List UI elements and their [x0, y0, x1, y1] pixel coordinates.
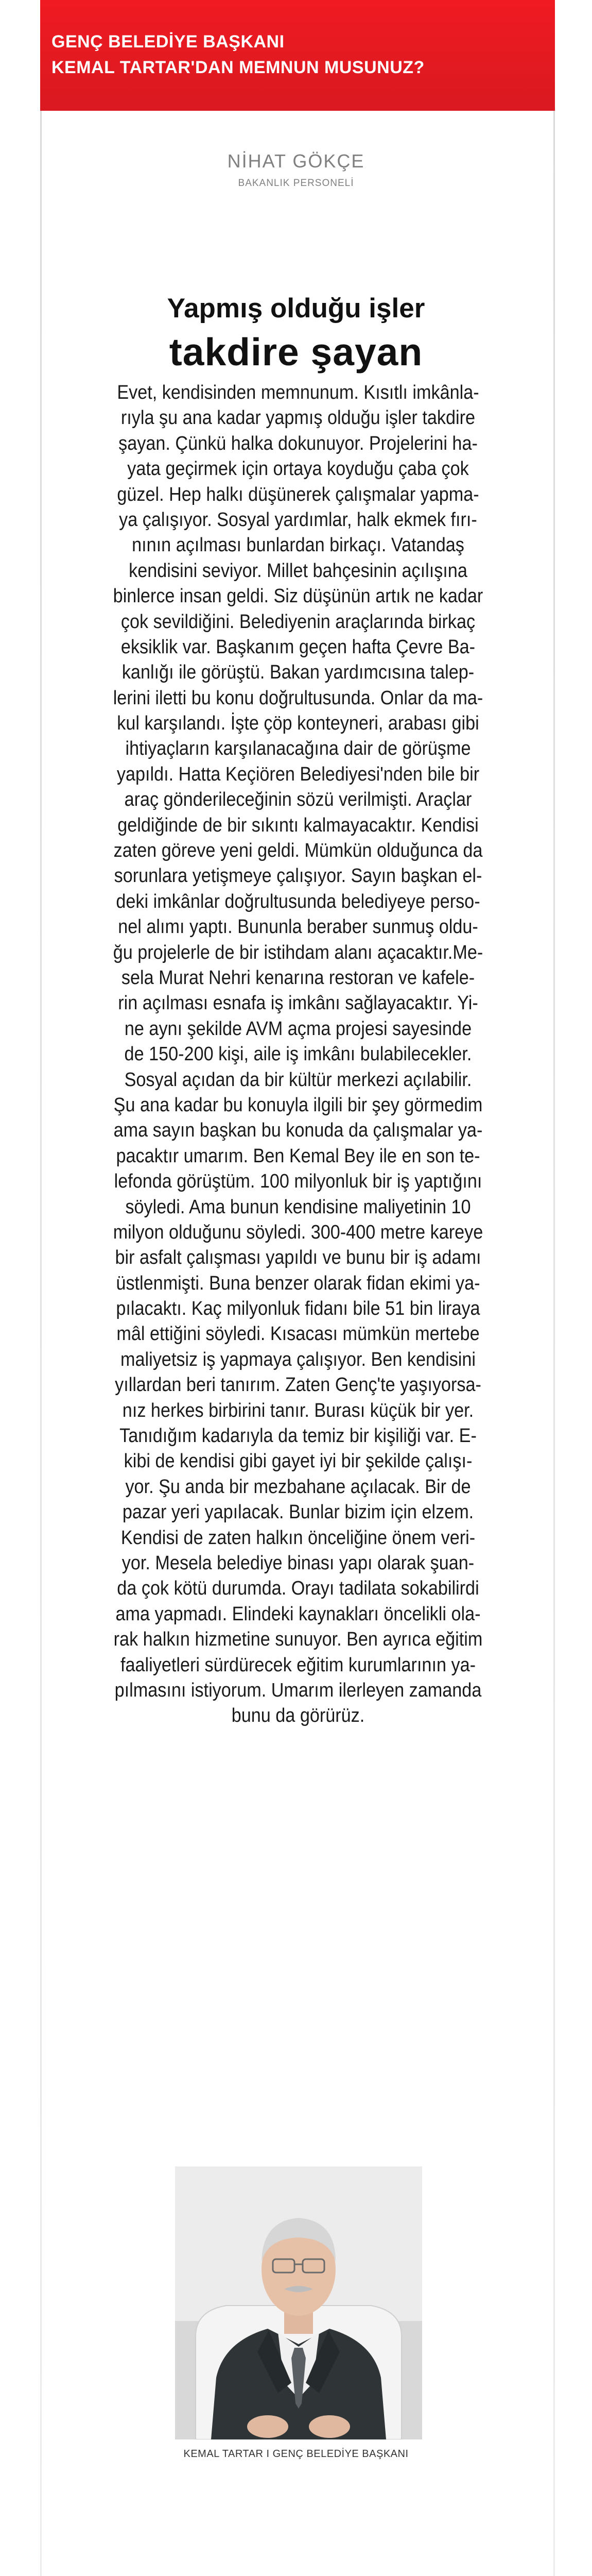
body-line: kendisini seviyor. Millet bahçesinin açılışına: [129, 560, 467, 582]
body-line: Tanıdığım kadarıyla da temiz bir kişiliği var. E-: [119, 1425, 477, 1447]
body-line: zaten göreve yeni geldi. Mümkün olduğunca da: [113, 840, 483, 862]
body-line: milyon olduğunu söyledi. 300-400 metre kareye: [113, 1221, 483, 1243]
body-line: rin açılması esnafa iş imkânı sağlayacaktır. Yi-: [118, 992, 478, 1014]
body-line: maliyetsiz iş yapmaya çalışıyor. Ben kendisini: [120, 1348, 476, 1370]
body-line: çok sevildiğini. Belediyenin araçlarında birkaç: [120, 611, 476, 633]
body-line: lefonda görüştüm. 100 milyonluk bir iş yaptığını: [114, 1171, 482, 1193]
body-line: bunu da görürüz.: [231, 1705, 365, 1727]
question-banner: [40, 0, 555, 111]
banner-title-line-1: GENÇ BELEDİYE BAŞKANI: [51, 32, 285, 52]
body-line: kanlığı ile görüştü. Bakan yardımcısına talep-: [121, 662, 475, 684]
body-line: araç gönderileceğinin sözü verilmişti. Araçlar: [124, 789, 472, 811]
body-line: pılacaktı. Kaç milyonluk fidanı bile 51 bin liraya: [116, 1298, 480, 1320]
photo-caption: KEMAL TARTAR I GENÇ BELEDİYE BAŞKANI: [183, 2448, 409, 2460]
body-line: eksiklik var. Başkanım geçen hafta Çevre Ba-: [120, 636, 476, 658]
page-border-left: [40, 108, 42, 2576]
page-border-right: [553, 108, 555, 2576]
body-line: pılmasını istiyorum. Umarım ilerleyen zamanda: [114, 1679, 482, 1701]
body-line: bir asfalt çalışması yapıldı ve bunu bir iş adamı: [115, 1247, 481, 1269]
body-line: kul karşılandı. İşte çöp konteyneri, arabası gibi: [117, 713, 479, 735]
headline-line-1: Yapmış olduğu işler: [167, 293, 425, 324]
portrait-illustration: [175, 2166, 422, 2439]
body-line: Kendisi de zaten halkın önceliğine önem veri-: [120, 1527, 476, 1549]
body-line: deki imkânlar doğrultusunda belediyeye perso-: [116, 890, 480, 912]
body-line: binlerce insan geldi. Siz düşünün artık ne kadar: [113, 585, 483, 607]
body-line: yata geçirmek için ortaya koyduğu çaba çok: [127, 458, 469, 480]
body-line: sorunlara yetişmeye çalışıyor. Sayın başkan el-: [114, 865, 482, 887]
banner-title-line-2: KEMAL TARTAR'DAN MEMNUN MUSUNUZ?: [51, 58, 425, 77]
body-line: nel alımı yaptı. Bununla beraber sunmuş oldu-: [118, 916, 478, 938]
body-line: de 150-200 kişi, aile iş imkânı bulabilecekler.: [124, 1043, 472, 1065]
body-line: nının açılması bunlardan birkaçı. Vatandaş: [132, 534, 464, 556]
body-line: Şu ana kadar bu konuyla ilgili bir şey görmedim: [113, 1094, 483, 1116]
body-line: güzel. Hep halkı düşünerek çalışmalar yapma-: [117, 483, 479, 505]
author-role: BAKANLIK PERSONELİ: [238, 178, 354, 189]
body-line: ne aynı şekilde AVM açma projesi sayesinde: [124, 1018, 472, 1040]
body-line: ama yapmadı. Elindeki kaynakları öncelikli ola-: [115, 1603, 481, 1625]
body-line: yor. Mesela belediye binası yapı olarak şuan-: [121, 1552, 475, 1574]
body-line: ama sayın başkan bu konuda da çalışmalar ya-: [113, 1120, 483, 1142]
body-line: Evet, kendisinden memnunum. Kısıtlı imkânla-: [117, 382, 479, 403]
body-line: mâl ettiğini söyledi. Kısacası mümkün mertebe: [116, 1323, 480, 1345]
body-line: yıllardan beri tanırım. Zaten Genç'te yaşıyorsa-: [115, 1374, 481, 1396]
body-line: pacaktır umarım. Ben Kemal Bey ile en son te-: [116, 1145, 480, 1167]
body-line: ihtiyaçların karşılanacağına dair de görüşme: [125, 738, 471, 760]
portrait-photo: [175, 2166, 422, 2439]
body-line: geldiğinde de bir sıkıntı kalmayacaktır. Kendisi: [117, 814, 479, 836]
headline-line-2: takdire şayan: [169, 330, 423, 374]
article-body: [76, 380, 520, 1729]
body-line: pazar yeri yapılacak. Bunlar bizim için elzem.: [122, 1501, 474, 1523]
body-line: ğu projelerle de bir istihdam alanı açacaktır.Me-: [113, 941, 483, 963]
body-line: lerini iletti bu konu doğrultusunda. Onlar da ma-: [113, 687, 483, 709]
body-line: sela Murat Nehri kenarına restoran ve kafele-: [121, 967, 475, 989]
body-line: rak halkın hizmetine sunuyor. Ben ayrıca eğitim: [113, 1629, 483, 1651]
body-line: Sosyal açıdan da bir kültür merkezi açılabilir.: [124, 1069, 472, 1091]
body-line: rıyla şu ana kadar yapmış olduğu işler takdire: [120, 407, 476, 429]
body-line: nız herkes birbirini tanır. Burası küçük bir yer.: [122, 1399, 474, 1421]
body-line: şayan. Çünkü halka dokunuyor. Projelerini ha-: [118, 432, 478, 454]
author-name: NİHAT GÖKÇE: [227, 150, 365, 172]
body-line: da çok kötü durumda. Orayı tadilata sokabilirdi: [117, 1578, 479, 1600]
body-line: söyledi. Ama bunun kendisine maliyetinin 10: [125, 1196, 471, 1218]
body-line: yapıldı. Hatta Keçiören Belediyesi'nden bile bir: [116, 763, 480, 785]
body-line: üstlenmişti. Buna benzer olarak fidan ekimi ya-: [116, 1272, 480, 1294]
body-line: ya çalışıyor. Sosyal yardımlar, halk ekmek fırı-: [119, 509, 477, 531]
body-line: yor. Şu anda bir mezbahane açılacak. Bir de: [125, 1476, 471, 1498]
body-line: faaliyetleri sürdürecek eğitim kurumlarının ya-: [120, 1654, 476, 1676]
body-line: kibi de kendisi gibi gayet iyi bir şekilde çalışı-: [124, 1450, 473, 1472]
